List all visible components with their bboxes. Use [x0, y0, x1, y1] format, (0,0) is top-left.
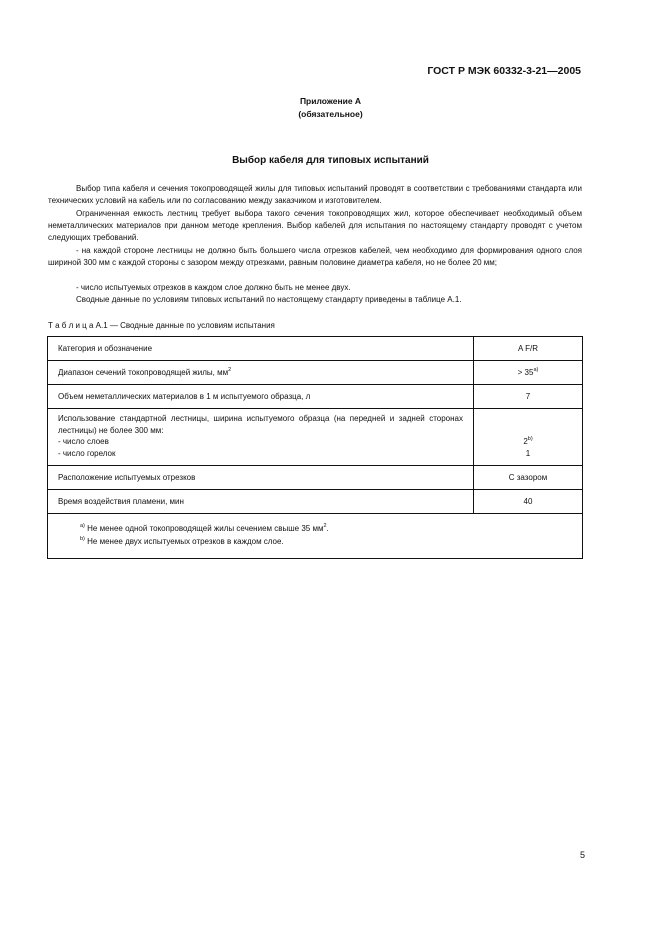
ladder-value-layers-sup: b)	[527, 436, 533, 442]
table-row	[48, 466, 583, 490]
footnote-a-text: Не менее одной токопроводящей жилы сечением свыше 35 мм	[87, 524, 324, 533]
table-caption: Т а б л и ц а А.1 — Сводные данные по условиям испытания	[48, 321, 275, 330]
table-notes-row	[48, 514, 583, 559]
paragraph-4: - число испытуемых отрезков в каждом слое должно быть не менее двух.	[76, 283, 351, 292]
page-number: 5	[579, 850, 585, 860]
row-value-ladder	[474, 409, 583, 466]
cross-section-value-sup: а)	[533, 367, 539, 373]
paragraph-1: Выбор типа кабеля и сечения токопроводящей жилы для типовых испытаний проводят в соответствии с требованиями стандарта или технических условий на кабель или по согласованию между заказчиком и изготовителем.	[48, 184, 582, 206]
table-row	[48, 385, 583, 409]
ladder-value-layers	[474, 436, 582, 448]
table-notes	[48, 514, 583, 559]
footnote-a-end: .	[326, 524, 329, 533]
table-row	[48, 490, 583, 514]
table-row	[48, 409, 583, 466]
table-row	[48, 337, 583, 361]
table-row	[48, 361, 583, 385]
paragraph-2: Ограниченная емкость лестниц требует выбора такого сечения токопроводящих жил, которое обеспечивает необходимый объем неметаллических материалов при данном методе крепления. Выбор кабелей для испытания по настоящему стандарту проводят с учетом следующих требований.	[48, 209, 582, 243]
footnote-b-marker: b)	[80, 536, 85, 542]
row-label-ladder	[48, 409, 474, 466]
standard-code: ГОСТ Р МЭК 60332-3-21—2005	[427, 65, 581, 77]
annex-heading	[0, 95, 661, 121]
row-label-volume: Объем неметаллических материалов в 1 м испытуемого образца, л	[48, 385, 474, 409]
row-label-category: Категория и обозначение	[48, 337, 474, 361]
conditions-table	[47, 336, 583, 559]
ladder-value-burners: 1	[525, 448, 531, 458]
row-label-exposure: Время воздействия пламени, мин	[48, 490, 474, 514]
cross-section-label-text: Диапазон сечений токопроводящей жилы, мм	[58, 368, 229, 377]
row-value-volume: 7	[474, 385, 583, 409]
footnote-a	[80, 522, 562, 535]
row-value-category: A F/R	[474, 337, 583, 361]
footnote-b	[80, 535, 562, 548]
annex-status: (обязательное)	[298, 109, 363, 119]
footnote-a-sup: 2	[323, 523, 327, 529]
row-value-cross-section	[474, 361, 583, 385]
footnote-b-text: Не менее двух испытуемых отрезков в каждом слое.	[87, 537, 284, 546]
paragraph-5: Сводные данные по условиям типовых испытаний по настоящему стандарту приведены в таблице А.1.	[76, 295, 462, 304]
ladder-label-text: Использование стандартной лестницы, ширина испытуемого образца (на передней и задней сторонах лестницы) не более 300 мм:	[58, 414, 463, 435]
row-label-arrangement: Расположение испытуемых отрезков	[48, 466, 474, 490]
row-value-exposure: 40	[474, 490, 583, 514]
paragraph-3: - на каждой стороне лестницы не должно быть большего числа отрезков кабелей, чем необходимо для формирования одного слоя шириной 300 мм с каждой стороны с зазором между отрезками, равным половине диаметра кабеля, но не более 20 мм;	[48, 246, 582, 268]
row-value-arrangement: С зазором	[474, 466, 583, 490]
annex-title: Приложение А	[299, 96, 362, 106]
page-title: Выбор кабеля для типовых испытаний	[232, 155, 429, 166]
ladder-sub-burners: - число горелок	[58, 448, 116, 458]
ladder-sub-layers: - число слоев	[58, 437, 109, 446]
footnote-a-marker: а)	[80, 523, 85, 529]
row-label-cross-section	[48, 361, 474, 385]
cross-section-value-text: > 35	[517, 368, 534, 377]
ladder-value-layers-text: 2	[523, 437, 528, 446]
cross-section-label-sup: 2	[228, 367, 232, 373]
